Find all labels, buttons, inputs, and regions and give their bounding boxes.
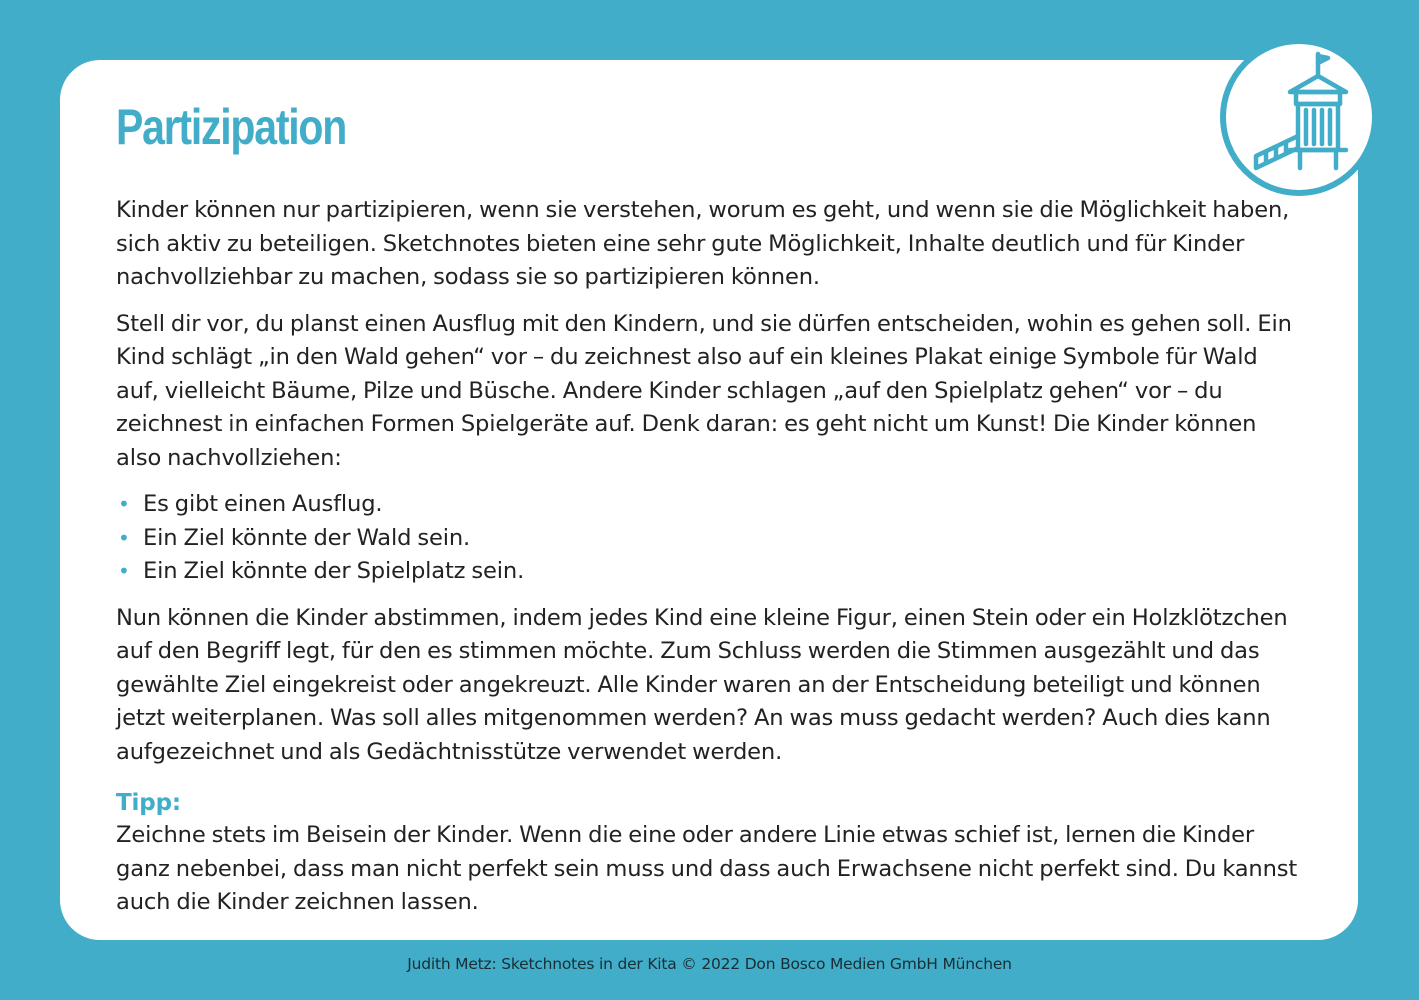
list-item-text: Ein Ziel könnte der Wald sein. — [143, 524, 471, 551]
bullet-icon: • — [118, 492, 130, 516]
list-item — [116, 522, 1306, 556]
paragraph-intro: Kinder können nur partizipieren, wenn sie verstehen, worum es geht, und wenn sie die Möglichkeit haben, sich aktiv zu beteiligen. Sketchnotes bieten eine sehr gute Möglichkeit, Inhalte deutlich und für Kinder nachvollziehbar zu machen, sodass sie so partizipieren können. — [116, 197, 1290, 290]
list-item — [116, 488, 1306, 522]
card-content — [116, 194, 1306, 933]
page-title: Partizipation — [116, 99, 347, 155]
list-item-text: Es gibt einen Ausflug. — [143, 491, 383, 517]
tip-text: Zeichne stets im Beisein der Kinder. Wenn die eine oder andere Linie etwas schief ist, lernen die Kinder ganz nebenbei, dass man nicht perfekt sein muss und dass auch Erwachsene nicht perfekt sind. Du kannst auch die Kinder zeichnen lassen. — [116, 822, 1298, 915]
bullet-icon: • — [118, 525, 130, 550]
bullet-icon: • — [118, 559, 130, 583]
paragraph-example: Stell dir vor, du planst einen Ausflug mit den Kindern, und sie dürfen entscheiden, wohin es gehen soll. Ein Kind schlägt „in den Wald gehen“ vor – du zeichnest also auf ein kleines Plakat einige Symbole für Wald auf, vielleicht Bäume, Pilze und Büsche. Andere Kinder schlagen „auf den Spielplatz gehen“ vor – du zeichnest in einfachen Formen Spielgeräte auf. Denk daran: es geht nicht um Kunst! Die Kinder können also nachvollziehen: — [116, 310, 1292, 471]
list-item — [116, 555, 1306, 589]
bullet-list — [116, 488, 1306, 589]
info-card — [60, 60, 1358, 940]
icon-badge — [1220, 38, 1378, 196]
tip-heading: Tipp: — [116, 790, 181, 816]
paragraph-voting: Nun können die Kinder abstimmen, indem jedes Kind eine kleine Figur, einen Stein oder ein Holzklötzchen auf den Begriff legt, für den es stimmen möchte. Zum Schluss werden die Stimmen ausgezählt und das gewählte Ziel eingekreist oder angekreuzt. Alle Kinder waren an der Entscheidung beteiligt und können jetzt weiterplanen. Was soll alles mitgenommen werden? An was muss gedacht werden? Auch dies kann aufgezeichnet und als Gedächtnisstütze verwendet werden. — [116, 604, 1288, 765]
list-item-text: Ein Ziel könnte der Spielplatz sein. — [143, 558, 525, 584]
footer-copyright: Judith Metz: Sketchnotes in der Kita © 2022 Don Bosco Medien GmbH München — [407, 955, 1012, 973]
school-building-icon — [1226, 44, 1372, 190]
